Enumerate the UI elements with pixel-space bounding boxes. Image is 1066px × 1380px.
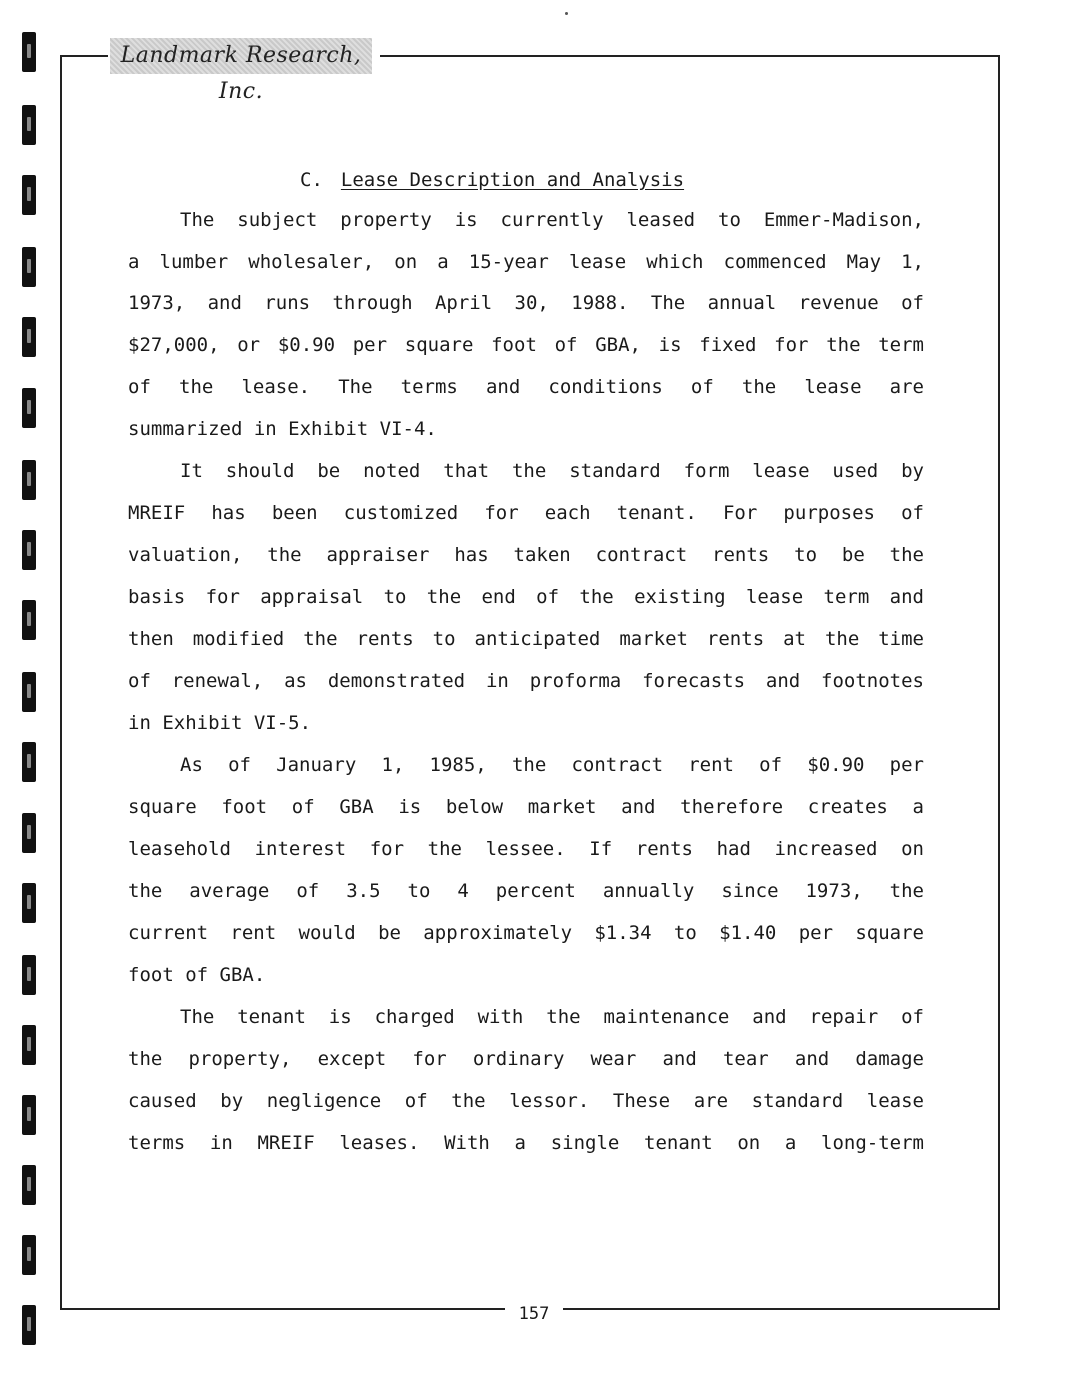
text-line: caused by negligence of the lessor. These are standard lease <box>128 1090 924 1112</box>
frame-top-rule-left <box>60 55 108 57</box>
text-line: leasehold interest for the lessee. If rents had increased on <box>128 838 924 860</box>
text-line: a lumber wholesaler, on a 15-year lease which commenced May 1, <box>128 251 924 273</box>
binder-hole <box>22 1235 36 1275</box>
text-line: valuation, the appraiser has taken contract rents to be the <box>128 544 924 566</box>
binder-hole <box>22 388 36 428</box>
text-line: It should be noted that the standard form lease used by <box>180 460 924 482</box>
text-line: 1973, and runs through April 30, 1988. The annual revenue of <box>128 292 924 314</box>
binder-hole <box>22 32 36 72</box>
binder-hole <box>22 955 36 995</box>
text-line: current rent would be approximately $1.34 to $1.40 per square <box>128 922 924 944</box>
text-line: then modified the rents to anticipated market rents at the time <box>128 628 924 650</box>
section-title: Lease Description and Analysis <box>340 169 685 191</box>
text-line: The tenant is charged with the maintenance and repair of <box>180 1006 924 1028</box>
text-line: the property, except for ordinary wear and tear and damage <box>128 1048 924 1070</box>
text-line: of the lease. The terms and conditions of the lease are <box>128 376 924 398</box>
binder-hole <box>22 1305 36 1345</box>
binder-hole <box>22 742 36 782</box>
binder-hole <box>22 247 36 287</box>
binder-hole <box>22 530 36 570</box>
binder-hole <box>22 672 36 712</box>
text-line: the average of 3.5 to 4 percent annually since 1973, the <box>128 880 924 902</box>
scan-speck <box>565 12 568 15</box>
binder-hole <box>22 600 36 640</box>
binder-hole <box>22 1095 36 1135</box>
binder-hole <box>22 1165 36 1205</box>
binder-hole <box>22 460 36 500</box>
binder-holes <box>22 30 38 1350</box>
text-line: $27,000, or $0.90 per square foot of GBA, is fixed for the term <box>128 334 924 356</box>
text-line: terms in MREIF leases. With a single tenant on a long-term <box>128 1132 924 1154</box>
section-heading <box>300 166 684 194</box>
binder-hole <box>22 883 36 923</box>
text-line: square foot of GBA is below market and therefore creates a <box>128 796 924 818</box>
binder-hole <box>22 175 36 215</box>
binder-hole <box>22 317 36 357</box>
text-line: foot of GBA. <box>128 964 266 986</box>
text-line: The subject property is currently leased to Emmer-Madison, <box>180 209 924 231</box>
text-line: As of January 1, 1985, the contract rent of $0.90 per <box>180 754 924 776</box>
binder-hole <box>22 813 36 853</box>
text-line: basis for appraisal to the end of the existing lease term and <box>128 586 924 608</box>
section-letter: C. <box>300 169 323 191</box>
frame-top-rule-right <box>380 55 1000 57</box>
text-line: of renewal, as demonstrated in proforma forecasts and footnotes <box>128 670 924 692</box>
text-line: MREIF has been customized for each tenant. For purposes of <box>128 502 924 524</box>
company-logo: Landmark Research, Inc. <box>110 38 372 74</box>
binder-hole <box>22 1025 36 1065</box>
text-line: summarized in Exhibit VI-4. <box>128 418 437 440</box>
text-line: in Exhibit VI-5. <box>128 712 312 734</box>
page-number: 157 <box>518 1304 550 1324</box>
binder-hole <box>22 105 36 145</box>
